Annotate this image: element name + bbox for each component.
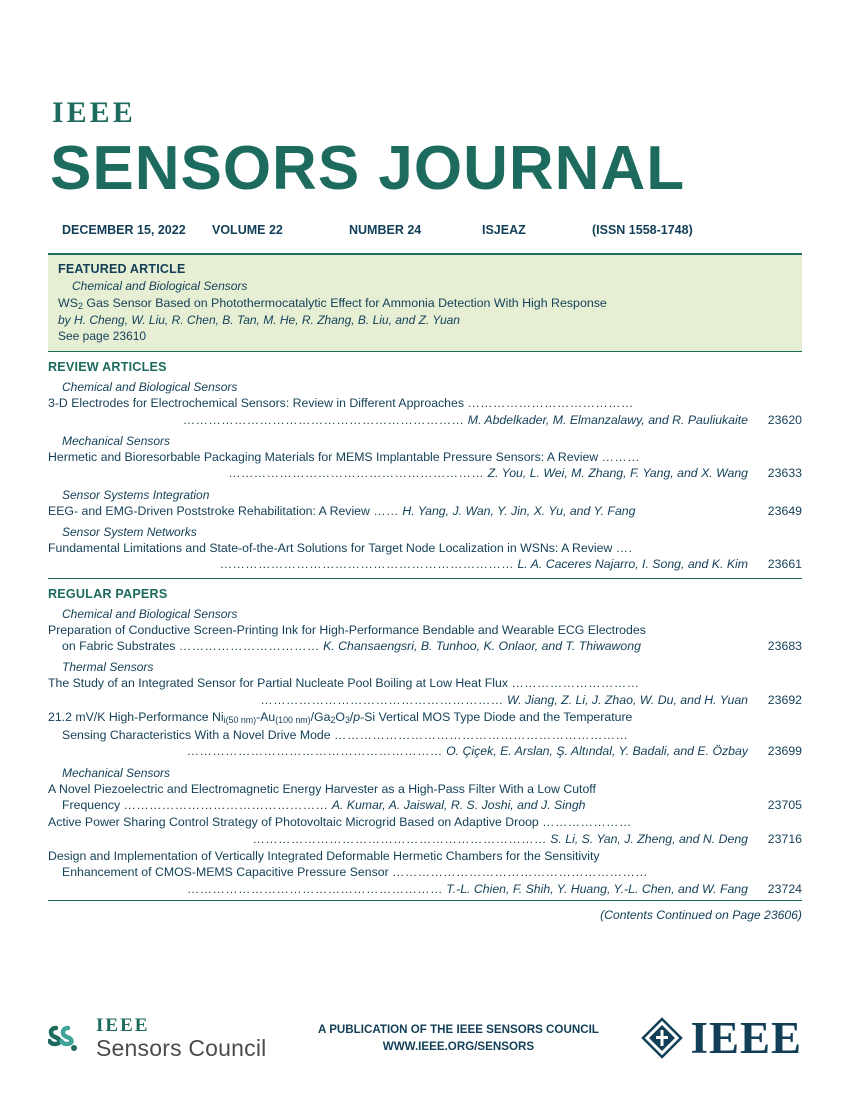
toc-entry[interactable] <box>48 814 802 847</box>
category-label: Sensor System Networks <box>62 525 197 540</box>
issue-issn: (ISSN 1558-1748) <box>592 223 693 238</box>
toc-entry-authors: W. Jiang, Z. Li, J. Zhao, W. Du, and H. Yuan <box>506 692 748 707</box>
toc-entry-title-cont-line <box>48 864 748 880</box>
toc-entry-body <box>48 540 748 573</box>
section-divider <box>48 578 802 579</box>
category-label: Thermal Sensors <box>62 660 154 675</box>
toc-entry-authors: M. Abdelkader, M. Elmanzalawy, and R. Pauliukaite <box>467 412 748 427</box>
toc-entry[interactable] <box>48 622 802 655</box>
leader-dots: ………………………………………………… <box>260 692 504 707</box>
toc-entry-page: 23633 <box>767 466 802 481</box>
toc-entry-author-line <box>48 797 748 813</box>
toc-entry-authors: H. Yang, J. Wan, Y. Jin, X. Yu, and Y. Fang <box>402 503 636 518</box>
toc-entry-page: 23620 <box>767 412 802 427</box>
masthead <box>48 0 802 237</box>
leader-dots: ……… <box>601 450 641 464</box>
sensors-council-text <box>96 1016 266 1060</box>
leader-dots: …………………………………………………………… <box>252 831 547 846</box>
toc-entry-author-line <box>48 831 748 847</box>
toc-entry-page: 23724 <box>767 881 802 896</box>
toc-entry-page: 23661 <box>767 557 802 572</box>
toc-entry[interactable] <box>48 848 802 897</box>
leader-dots: …… <box>373 503 399 518</box>
toc-entry-body <box>48 395 748 428</box>
issue-date: DECEMBER 15, 2022 <box>62 223 186 238</box>
toc-entry-authors: Z. You, L. Wei, M. Zhang, F. Yang, and X. Wang <box>487 466 748 481</box>
sensors-council-mark-icon <box>48 1018 88 1058</box>
leader-dots: ………………………………… <box>467 396 634 411</box>
category-label: Mechanical Sensors <box>62 434 171 448</box>
leader-dots: …………………………………………………………… <box>334 728 629 743</box>
sensors-council-logo <box>48 1016 266 1060</box>
featured-article-authors: by H. Cheng, W. Liu, R. Chen, B. Tan, M. He, R. Zhang, B. Liu, and Z. Yuan <box>58 313 460 328</box>
toc-entry-author-line <box>48 556 748 572</box>
issue-number: NUMBER 24 <box>349 223 422 238</box>
ieee-wordmark-footer: IEEE <box>690 1012 802 1063</box>
leader-dots: …………………………………………………… <box>186 744 443 759</box>
bottom-divider <box>48 900 802 901</box>
leader-dots: …. <box>615 541 633 556</box>
toc-entry-title-line <box>48 781 748 797</box>
category-label: Mechanical Sensors <box>62 765 171 780</box>
toc-entry-page: 23705 <box>767 798 802 813</box>
toc-entry-title-line <box>48 622 748 638</box>
toc-entry[interactable] <box>48 503 802 519</box>
toc-entry-author-line <box>48 743 748 759</box>
publication-line-1: A PUBLICATION OF THE IEEE SENSORS COUNCIL <box>318 1022 599 1036</box>
toc-entry-title: Hermetic and Bioresorbable Packaging Materials for MEMS Implantable Pressure Sensors: A Review <box>48 450 599 464</box>
toc-entry-title-line <box>48 540 748 556</box>
council-ieee-label: IEEE <box>96 1014 150 1036</box>
featured-title-subscript: 2 <box>77 301 83 312</box>
toc-entry-authors: L. A. Caceres Najarro, I. Song, and K. Kim <box>517 557 748 572</box>
toc-entry-title-cont: Enhancement of CMOS-MEMS Capacitive Pressure Sensor <box>62 865 389 880</box>
toc-entry-body <box>48 709 748 760</box>
toc-entry-page: 23716 <box>767 831 802 846</box>
issue-info-line <box>62 223 802 237</box>
toc-entry-authors: O. Çiçek, E. Arslan, Ş. Altındal, Y. Badali, and E. Özbay <box>446 744 748 759</box>
issue-coden: ISJEAZ <box>482 223 526 238</box>
toc-entry-title-line <box>48 449 748 465</box>
category-label: Chemical and Biological Sensors <box>62 606 238 621</box>
issue-volume: VOLUME 22 <box>212 223 283 238</box>
leader-dots: …………………………………………………………… <box>219 557 515 572</box>
toc-entry-title: The Study of an Integrated Sensor for Partial Nucleate Pool Boiling at Low Heat Flux <box>48 676 509 691</box>
toc-entry-title: 3-D Electrodes for Electrochemical Sensors: Review in Different Approaches <box>48 396 465 411</box>
toc-entry-authors: K. Chansaengsri, B. Tunhoo, K. Onlaor, and T. Thiwawong <box>323 639 641 654</box>
toc-entry-title-line <box>48 503 748 519</box>
toc-entry-body <box>48 449 748 482</box>
toc-entry-title-line <box>48 848 748 864</box>
toc-entry-title-cont: on Fabric Substrates <box>62 639 176 654</box>
toc-entry-author-line <box>48 465 748 481</box>
ieee-logo <box>640 1012 802 1063</box>
toc-entry-author-line <box>48 692 748 708</box>
section-heading-review: REVIEW ARTICLES <box>48 360 167 375</box>
toc-entry-title-line <box>48 675 748 691</box>
toc-entry-title: Active Power Sharing Control Strategy of Photovoltaic Microgrid Based on Adaptive Droop <box>48 815 539 830</box>
toc-entry-title-cont: Sensing Characteristics With a Novel Drive Mode <box>62 728 331 743</box>
category-label: Chemical and Biological Sensors <box>62 380 238 395</box>
toc-entry-page: 23649 <box>767 503 802 518</box>
featured-title-post: Gas Sensor Based on Photothermocatalytic Effect for Ammonia Detection With High Response <box>82 296 607 311</box>
toc-entry-author-line <box>48 412 748 428</box>
toc-entry-title-line <box>48 395 748 411</box>
toc-entry-body <box>48 848 748 897</box>
journal-title: SENSORS JOURNAL <box>50 134 686 203</box>
toc-entry-body <box>48 503 748 519</box>
toc-entry-title: EEG- and EMG-Driven Poststroke Rehabilitation: A Review <box>48 503 370 518</box>
toc-entry[interactable] <box>48 781 802 814</box>
leader-dots: ………………………… <box>511 676 640 691</box>
toc-entry-title: Fundamental Limitations and State-of-the-Art Solutions for Target Node Localization in WSNs: A Review <box>48 541 613 556</box>
toc-entry-title: 21.2 mV/K High-Performance $Ni_{i(50 nm)}-Au_{(100 nm)}/Ga_2O_3/p-Si$ Vertical MOS Type Diode and the Temperature <box>48 710 633 726</box>
featured-article-title <box>58 296 792 311</box>
featured-article-box <box>48 255 802 352</box>
leader-dots: ………………… <box>542 815 632 830</box>
toc-entry-author-line <box>48 881 748 897</box>
ieee-wordmark: IEEE <box>52 96 136 129</box>
featured-article-page: See page 23610 <box>58 329 147 344</box>
leader-dots: …………………………… <box>178 639 320 654</box>
leader-dots: …………………………………………………… <box>392 865 649 880</box>
toc-entry[interactable] <box>48 675 802 708</box>
publication-line-2: WWW.IEEE.ORG/SENSORS <box>382 1040 535 1053</box>
toc-entry[interactable] <box>48 395 802 428</box>
ieee-diamond-icon <box>640 1016 684 1060</box>
toc-entry[interactable] <box>48 709 802 760</box>
toc-entry-page: 23683 <box>767 639 802 654</box>
section-heading-regular: REGULAR PAPERS <box>48 586 168 601</box>
toc-entry-title-line <box>48 709 748 727</box>
toc-entry-authors: T.-L. Chien, F. Shih, Y. Huang, Y.-L. Chen, and W. Fang <box>446 881 748 896</box>
featured-title-pre: WS <box>58 296 78 311</box>
toc-entry-title: A Novel Piezoelectric and Electromagnetic Energy Harvester as a High-Pass Filter With a Low Cutoff <box>48 781 596 796</box>
toc-entry-title-cont-line <box>48 727 748 743</box>
toc-entry-body <box>48 814 748 847</box>
toc-entry[interactable] <box>48 540 802 573</box>
page-footer <box>48 1006 802 1070</box>
category-label: Sensor Systems Integration <box>62 487 210 502</box>
leader-dots: ………………………………………………………… <box>182 412 465 427</box>
toc-entry-body <box>48 781 748 814</box>
toc-entry-title: Preparation of Conductive Screen-Printing Ink for High-Performance Bendable and Wearable ECG Electrodes <box>48 622 646 637</box>
toc-entry-page: 23699 <box>767 744 802 759</box>
leader-dots: …………………………………………………… <box>186 881 443 896</box>
contents-continued-note: (Contents Continued on Page 23606) <box>600 908 802 923</box>
toc-entry-body <box>48 622 748 655</box>
toc-entry-page: 23692 <box>767 692 802 707</box>
featured-article-heading: FEATURED ARTICLE <box>58 262 186 277</box>
publication-statement <box>318 1021 599 1056</box>
toc-entry-title: Design and Implementation of Vertically Integrated Deformable Hermetic Chambers for the Sensitivity <box>48 849 600 864</box>
toc-entry-title-line <box>48 814 748 830</box>
toc-entry-authors: A. Kumar, A. Jaiswal, R. S. Joshi, and J. Singh <box>331 798 586 813</box>
featured-article-category: Chemical and Biological Sensors <box>72 279 248 294</box>
toc-entry-body <box>48 675 748 708</box>
toc-entry[interactable] <box>48 449 802 482</box>
leader-dots: ………………………………………… <box>123 798 329 813</box>
council-name-label: Sensors Council <box>96 1034 267 1061</box>
leader-dots: …………………………………………………… <box>228 466 485 481</box>
toc-entry-authors: S. Li, S. Yan, J. Zheng, and N. Deng <box>550 831 748 846</box>
toc-entry-author-line <box>48 638 748 654</box>
toc-entry-title-cont: Frequency <box>62 798 121 813</box>
